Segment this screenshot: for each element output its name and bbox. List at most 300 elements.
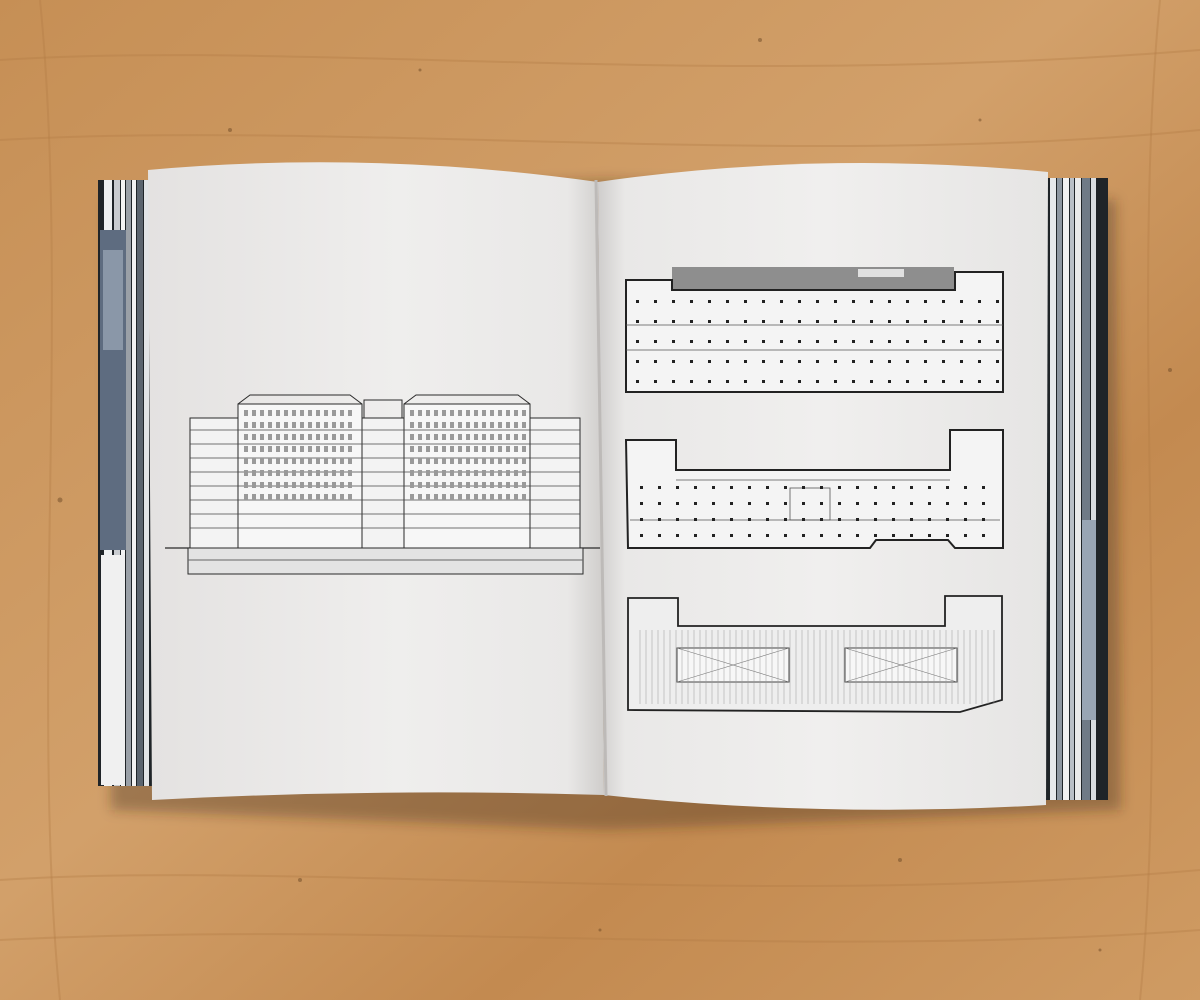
section-window bbox=[300, 446, 304, 452]
section-window bbox=[268, 470, 272, 476]
section-window bbox=[292, 410, 296, 416]
section-window bbox=[340, 494, 344, 500]
section-window bbox=[506, 422, 510, 428]
section-window bbox=[418, 482, 422, 488]
section-window bbox=[276, 494, 280, 500]
plan-column bbox=[834, 300, 837, 303]
plan-column bbox=[906, 380, 909, 383]
section-window bbox=[316, 470, 320, 476]
plan-column bbox=[964, 518, 967, 521]
plan-column bbox=[730, 502, 733, 505]
section-window bbox=[308, 410, 312, 416]
plan-column bbox=[910, 518, 913, 521]
section-window bbox=[316, 410, 320, 416]
section-window bbox=[308, 458, 312, 464]
section-window bbox=[324, 482, 328, 488]
section-window bbox=[522, 482, 526, 488]
section-window bbox=[308, 494, 312, 500]
plan-column bbox=[762, 320, 765, 323]
section-window bbox=[252, 434, 256, 440]
section-window bbox=[498, 410, 502, 416]
section-window bbox=[324, 458, 328, 464]
section-window bbox=[292, 482, 296, 488]
section-window bbox=[426, 458, 430, 464]
plan-column bbox=[888, 360, 891, 363]
section-window bbox=[506, 470, 510, 476]
section-window bbox=[514, 458, 518, 464]
section-window bbox=[324, 410, 328, 416]
section-window bbox=[442, 470, 446, 476]
plan-column bbox=[870, 380, 873, 383]
section-window bbox=[332, 422, 336, 428]
plan-column bbox=[636, 300, 639, 303]
plan-column bbox=[636, 360, 639, 363]
plan-column bbox=[870, 340, 873, 343]
plan-column bbox=[780, 320, 783, 323]
section-window bbox=[284, 410, 288, 416]
section-window bbox=[316, 494, 320, 500]
section-window bbox=[252, 470, 256, 476]
plan-column bbox=[802, 486, 805, 489]
section-window bbox=[332, 494, 336, 500]
plan-column bbox=[676, 518, 679, 521]
plan-column bbox=[892, 486, 895, 489]
section-window bbox=[348, 494, 352, 500]
section-window bbox=[340, 434, 344, 440]
section-window bbox=[490, 470, 494, 476]
plan-column bbox=[870, 360, 873, 363]
plan-column bbox=[694, 534, 697, 537]
section-window bbox=[252, 446, 256, 452]
section-window bbox=[260, 470, 264, 476]
section-window bbox=[316, 446, 320, 452]
section-window bbox=[442, 434, 446, 440]
section-window bbox=[260, 434, 264, 440]
section-window bbox=[410, 422, 414, 428]
section-window bbox=[426, 446, 430, 452]
section-window bbox=[418, 446, 422, 452]
floor-plan-top bbox=[626, 267, 1003, 392]
plan-column bbox=[816, 300, 819, 303]
plan-column bbox=[708, 380, 711, 383]
section-window bbox=[442, 446, 446, 452]
section-window bbox=[466, 470, 470, 476]
section-window bbox=[276, 482, 280, 488]
section-window bbox=[442, 410, 446, 416]
section-window bbox=[332, 470, 336, 476]
plan-column bbox=[744, 380, 747, 383]
section-window bbox=[434, 446, 438, 452]
plan-column bbox=[676, 486, 679, 489]
section-window bbox=[450, 482, 454, 488]
section-window bbox=[506, 458, 510, 464]
plan-column bbox=[816, 360, 819, 363]
section-window bbox=[260, 446, 264, 452]
section-window bbox=[474, 410, 478, 416]
plan-column bbox=[640, 534, 643, 537]
section-window bbox=[458, 410, 462, 416]
section-window bbox=[490, 458, 494, 464]
plan-column bbox=[924, 300, 927, 303]
section-window bbox=[418, 422, 422, 428]
section-window bbox=[482, 458, 486, 464]
plan-column bbox=[802, 518, 805, 521]
plan-column bbox=[838, 518, 841, 521]
section-window bbox=[300, 494, 304, 500]
section-window bbox=[324, 494, 328, 500]
section-window bbox=[308, 446, 312, 452]
section-window bbox=[474, 458, 478, 464]
plan-column bbox=[870, 300, 873, 303]
building-section-drawing bbox=[165, 395, 600, 574]
plan-column bbox=[712, 502, 715, 505]
section-window bbox=[418, 434, 422, 440]
plan-column bbox=[654, 300, 657, 303]
section-window bbox=[434, 458, 438, 464]
plan-column bbox=[690, 320, 693, 323]
plan-column bbox=[838, 502, 841, 505]
plan-column bbox=[856, 486, 859, 489]
plan-column bbox=[960, 340, 963, 343]
section-window bbox=[466, 494, 470, 500]
section-window bbox=[316, 434, 320, 440]
section-window bbox=[324, 446, 328, 452]
plan-column bbox=[766, 534, 769, 537]
plan-column bbox=[906, 360, 909, 363]
plan-column bbox=[672, 360, 675, 363]
plan-column bbox=[726, 320, 729, 323]
plan-column bbox=[928, 518, 931, 521]
section-window bbox=[244, 494, 248, 500]
section-window bbox=[506, 482, 510, 488]
plan-column bbox=[982, 518, 985, 521]
section-window bbox=[268, 446, 272, 452]
plan-column bbox=[726, 360, 729, 363]
section-window bbox=[434, 482, 438, 488]
section-window bbox=[308, 434, 312, 440]
plan-column bbox=[798, 380, 801, 383]
plan-column bbox=[888, 300, 891, 303]
plan-column bbox=[658, 518, 661, 521]
plan-column bbox=[658, 486, 661, 489]
section-window bbox=[244, 458, 248, 464]
section-window bbox=[308, 422, 312, 428]
plan-column bbox=[906, 340, 909, 343]
section-window bbox=[506, 410, 510, 416]
section-window bbox=[316, 422, 320, 428]
plan-column bbox=[672, 380, 675, 383]
section-window bbox=[410, 446, 414, 452]
section-window bbox=[434, 434, 438, 440]
plan-column bbox=[960, 300, 963, 303]
plan-column bbox=[654, 320, 657, 323]
plan-column bbox=[712, 534, 715, 537]
plan-column bbox=[726, 300, 729, 303]
section-window bbox=[340, 482, 344, 488]
section-window bbox=[292, 494, 296, 500]
plan-column bbox=[780, 380, 783, 383]
section-window bbox=[260, 422, 264, 428]
section-window bbox=[284, 470, 288, 476]
section-window bbox=[410, 470, 414, 476]
section-window bbox=[244, 470, 248, 476]
section-window bbox=[458, 458, 462, 464]
section-window bbox=[340, 446, 344, 452]
plan-column bbox=[906, 320, 909, 323]
plan-column bbox=[820, 486, 823, 489]
plan-column bbox=[978, 340, 981, 343]
section-window bbox=[482, 422, 486, 428]
plan-column bbox=[924, 380, 927, 383]
section-window bbox=[340, 422, 344, 428]
plan-column bbox=[888, 380, 891, 383]
section-window bbox=[442, 458, 446, 464]
plan-column bbox=[816, 320, 819, 323]
section-window bbox=[252, 422, 256, 428]
section-window bbox=[348, 434, 352, 440]
plan-column bbox=[942, 340, 945, 343]
section-window bbox=[458, 434, 462, 440]
plan-column bbox=[672, 340, 675, 343]
plan-column bbox=[964, 534, 967, 537]
section-window bbox=[268, 482, 272, 488]
section-window bbox=[498, 434, 502, 440]
plan-column bbox=[892, 534, 895, 537]
section-window bbox=[252, 482, 256, 488]
section-window bbox=[434, 422, 438, 428]
section-window bbox=[522, 470, 526, 476]
section-window bbox=[284, 482, 288, 488]
section-window bbox=[244, 422, 248, 428]
plan-column bbox=[910, 486, 913, 489]
section-window bbox=[276, 422, 280, 428]
plan-column bbox=[874, 518, 877, 521]
section-window bbox=[252, 410, 256, 416]
section-window bbox=[300, 482, 304, 488]
plan-column bbox=[928, 502, 931, 505]
section-window bbox=[458, 422, 462, 428]
section-window bbox=[332, 458, 336, 464]
section-window bbox=[482, 470, 486, 476]
plan-column bbox=[960, 320, 963, 323]
section-window bbox=[490, 434, 494, 440]
plan-column bbox=[798, 360, 801, 363]
section-window bbox=[514, 434, 518, 440]
plan-column bbox=[888, 340, 891, 343]
section-window bbox=[522, 458, 526, 464]
section-window bbox=[418, 470, 422, 476]
plan-column bbox=[784, 502, 787, 505]
plan-column bbox=[820, 534, 823, 537]
plan-column bbox=[636, 380, 639, 383]
section-window bbox=[498, 458, 502, 464]
plan-column bbox=[658, 534, 661, 537]
section-window bbox=[292, 446, 296, 452]
plan-column bbox=[762, 340, 765, 343]
plan-column bbox=[924, 340, 927, 343]
section-window bbox=[276, 434, 280, 440]
section-window bbox=[268, 458, 272, 464]
plan-column bbox=[780, 340, 783, 343]
section-window bbox=[458, 470, 462, 476]
section-window bbox=[490, 446, 494, 452]
plan-column bbox=[640, 486, 643, 489]
plan-column bbox=[708, 360, 711, 363]
plan-column bbox=[690, 360, 693, 363]
plan-column bbox=[852, 340, 855, 343]
plan-column bbox=[856, 502, 859, 505]
section-window bbox=[316, 482, 320, 488]
plan-column bbox=[996, 380, 999, 383]
section-window bbox=[244, 434, 248, 440]
section-window bbox=[506, 434, 510, 440]
section-window bbox=[410, 482, 414, 488]
plan-column bbox=[784, 534, 787, 537]
section-window bbox=[498, 446, 502, 452]
section-window bbox=[482, 446, 486, 452]
section-window bbox=[450, 422, 454, 428]
plan-column bbox=[978, 300, 981, 303]
plan-column bbox=[762, 300, 765, 303]
plan-column bbox=[996, 300, 999, 303]
plan-column bbox=[744, 300, 747, 303]
section-window bbox=[292, 422, 296, 428]
plan-column bbox=[654, 380, 657, 383]
section-window bbox=[466, 458, 470, 464]
section-window bbox=[418, 494, 422, 500]
plan-column bbox=[996, 340, 999, 343]
plan-column bbox=[766, 486, 769, 489]
section-window bbox=[260, 410, 264, 416]
plan-column bbox=[672, 300, 675, 303]
plan-column bbox=[960, 360, 963, 363]
plan-column bbox=[748, 518, 751, 521]
plan-column bbox=[982, 502, 985, 505]
plan-column bbox=[982, 486, 985, 489]
right-page-stack bbox=[1043, 178, 1108, 800]
plan-column bbox=[946, 534, 949, 537]
section-window bbox=[514, 482, 518, 488]
section-window bbox=[308, 470, 312, 476]
section-window bbox=[458, 482, 462, 488]
plan-column bbox=[834, 360, 837, 363]
section-window bbox=[410, 458, 414, 464]
section-window bbox=[490, 482, 494, 488]
section-window bbox=[450, 434, 454, 440]
section-window bbox=[522, 494, 526, 500]
plan-column bbox=[784, 518, 787, 521]
plan-column bbox=[834, 320, 837, 323]
plan-column bbox=[690, 300, 693, 303]
plan-column bbox=[906, 300, 909, 303]
section-window bbox=[514, 470, 518, 476]
plan-column bbox=[748, 486, 751, 489]
plan-column bbox=[694, 502, 697, 505]
section-window bbox=[522, 410, 526, 416]
plan-column bbox=[978, 380, 981, 383]
plan-column bbox=[982, 534, 985, 537]
plan-column bbox=[942, 320, 945, 323]
section-window bbox=[450, 494, 454, 500]
section-window bbox=[268, 410, 272, 416]
section-window bbox=[466, 482, 470, 488]
plan-column bbox=[658, 502, 661, 505]
section-window bbox=[442, 482, 446, 488]
section-window bbox=[410, 410, 414, 416]
plan-column bbox=[802, 534, 805, 537]
plan-column bbox=[856, 534, 859, 537]
plan-column bbox=[780, 300, 783, 303]
section-window bbox=[450, 458, 454, 464]
section-window bbox=[490, 422, 494, 428]
section-window bbox=[426, 470, 430, 476]
section-window bbox=[284, 422, 288, 428]
section-window bbox=[244, 482, 248, 488]
section-window bbox=[498, 482, 502, 488]
section-window bbox=[332, 482, 336, 488]
section-window bbox=[268, 494, 272, 500]
plan-column bbox=[874, 486, 877, 489]
section-window bbox=[340, 410, 344, 416]
section-window bbox=[324, 470, 328, 476]
plan-column bbox=[964, 502, 967, 505]
section-window bbox=[332, 410, 336, 416]
plan-column bbox=[798, 320, 801, 323]
section-window bbox=[434, 494, 438, 500]
plan-column bbox=[798, 340, 801, 343]
section-window bbox=[466, 446, 470, 452]
plan-column bbox=[712, 486, 715, 489]
section-window bbox=[276, 410, 280, 416]
section-window bbox=[260, 458, 264, 464]
section-window bbox=[474, 422, 478, 428]
section-window bbox=[522, 434, 526, 440]
plan-column bbox=[726, 340, 729, 343]
plan-column bbox=[708, 320, 711, 323]
plan-column bbox=[892, 502, 895, 505]
section-window bbox=[300, 434, 304, 440]
section-window bbox=[244, 410, 248, 416]
section-window bbox=[426, 410, 430, 416]
section-window bbox=[522, 422, 526, 428]
section-window bbox=[482, 482, 486, 488]
section-window bbox=[514, 494, 518, 500]
section-window bbox=[506, 494, 510, 500]
section-window bbox=[284, 446, 288, 452]
section-window bbox=[340, 470, 344, 476]
section-window bbox=[292, 470, 296, 476]
plan-column bbox=[672, 320, 675, 323]
section-window bbox=[276, 446, 280, 452]
section-window bbox=[348, 482, 352, 488]
section-window bbox=[348, 422, 352, 428]
section-window bbox=[348, 446, 352, 452]
plan-column bbox=[924, 320, 927, 323]
plan-column bbox=[798, 300, 801, 303]
section-window bbox=[292, 458, 296, 464]
plan-column bbox=[744, 340, 747, 343]
plan-column bbox=[852, 320, 855, 323]
plan-column bbox=[690, 340, 693, 343]
section-window bbox=[426, 482, 430, 488]
plan-column bbox=[978, 360, 981, 363]
section-window bbox=[482, 494, 486, 500]
plan-column bbox=[856, 518, 859, 521]
plan-column bbox=[996, 360, 999, 363]
plan-column bbox=[928, 534, 931, 537]
section-window bbox=[348, 410, 352, 416]
plan-column bbox=[708, 340, 711, 343]
